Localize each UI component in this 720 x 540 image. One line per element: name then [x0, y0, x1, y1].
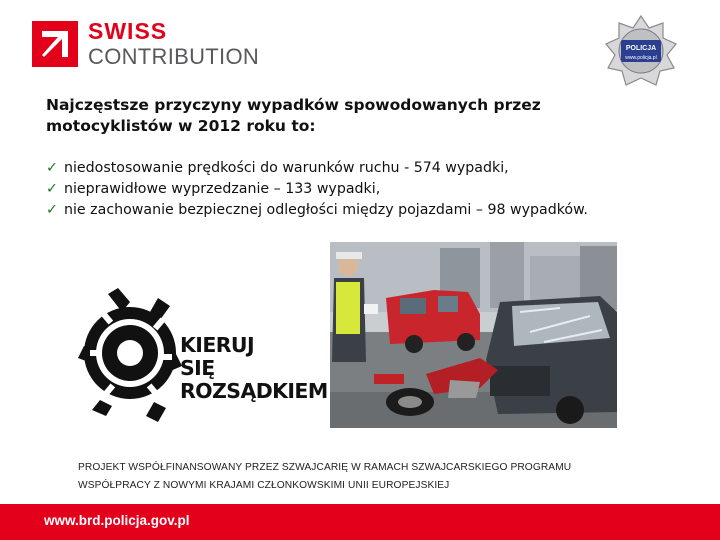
campaign-line-3: ROZSĄDKIEM [180, 379, 328, 403]
heading-line-2: motocyklistów w 2012 roku to: [46, 117, 316, 135]
list-item [46, 200, 588, 221]
badge-label: POLICJA [625, 45, 657, 52]
campaign-line-1: KIERUJ [180, 333, 254, 357]
checkmark-icon: ✓ [46, 202, 58, 218]
checkmark-icon: ✓ [46, 160, 58, 176]
cause-text: niedostosowanie prędkości do warunków ruchu - 574 wypadki, [64, 160, 509, 176]
project-note-line-2: WSPÓŁPRACY Z NOWYMI KRAJAMI CZŁONKOWSKIMI UNII EUROPEJSKIEJ [78, 480, 450, 491]
campaign-line-2: SIĘ [180, 356, 215, 380]
badge-url: www.policja.pl [625, 55, 657, 61]
checkmark-icon: ✓ [46, 181, 58, 197]
cause-text: nieprawidłowe wyprzedzanie – 133 wypadki, [64, 181, 381, 197]
causes-list [46, 158, 588, 221]
project-note-line-1: PROJEKT WSPÓŁFINANSOWANY PRZEZ SZWAJCARIĘ W RAMACH SZWAJCARSKIEGO PROGRAMU [78, 462, 572, 473]
cause-text: nie zachowanie bezpiecznej odległości między pojazdami – 98 wypadków. [64, 202, 588, 218]
heading-line-1: Najczęstsze przyczyny wypadków spowodowanych przez [46, 96, 541, 114]
page-title [46, 95, 646, 137]
police-badge-icon [604, 14, 678, 88]
footer-bar [0, 504, 720, 540]
footer-url-link[interactable]: www.brd.policja.gov.pl [44, 513, 190, 528]
accident-photo [330, 242, 617, 428]
project-funding-note [78, 459, 678, 495]
campaign-slogan [180, 334, 328, 403]
logo-contribution-text: CONTRIBUTION [88, 44, 260, 69]
roundabout-icon [78, 288, 188, 428]
list-item [46, 179, 588, 200]
list-item [46, 158, 588, 179]
swiss-contribution-logo [32, 18, 272, 70]
swiss-logo-mark-icon [32, 21, 78, 67]
logo-swiss-text: SWISS [88, 18, 168, 44]
